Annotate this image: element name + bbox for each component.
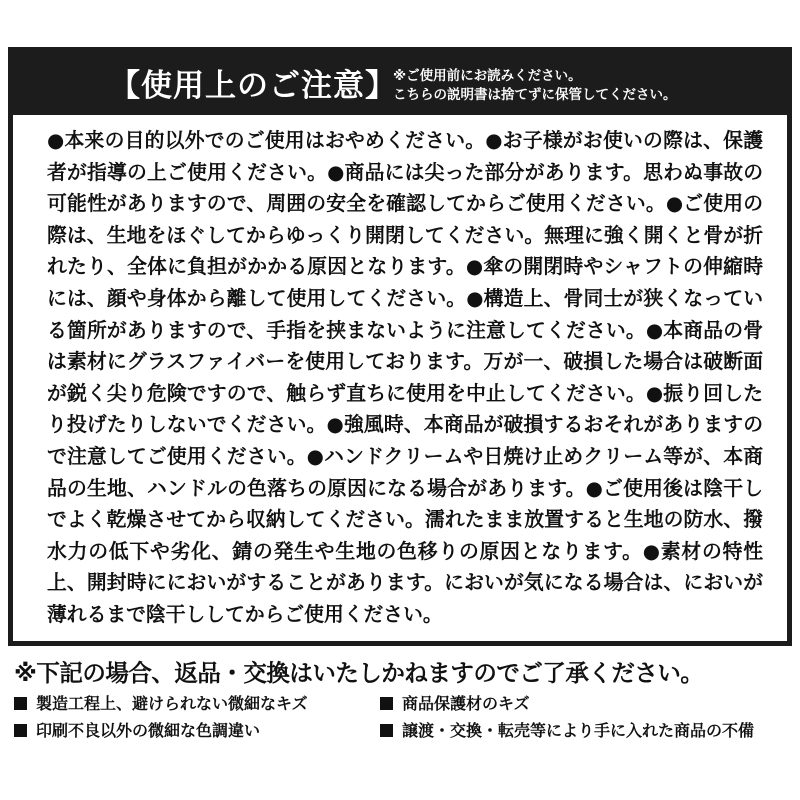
note-line-1: ※ご使用前にお読みください。: [393, 68, 582, 84]
notice-body: ●本来の目的以外でのご使用はおやめください。●お子様がお使いの際は、保護者が指導の上ご使用ください。●商品には尖った部分があります。思わぬ事故の可能性がありますので、周囲の安全を確認してからご使用ください。●ご使用の際は、生地をほぐしてからゆっくり開閉してください。無理に強く開くと骨が折れたり、全体に負担がかかる原因となります。●傘の開閉時やシャフトの伸縮時には、顔や身体から離して使用してください。●構造上、骨同士が狭くなっている箇所がありますので、手指を挟まないように注意してください。●本商品の骨は素材にグラスファイバーを使用しております。万が一、破損した場合は破断面が鋭く尖り危険ですので、触らず直ちに使用を中止してください。●振り回したり投げたりしないでください。●強風時、本商品が破損するおそれがありますので注意してご使用ください。●ハンドクリームや日焼け止めクリーム等が、本商品の生地、ハンドルの色落ちの原因になる場合があります。●ご使用後は陰干しでよく乾燥させてから収納してください。濡れたまま放置すると生地の防水、撥水力の低下や劣化、錆の発生や生地の色移りの原因となります。●素材の特性上、開封時ににおいがすることがあります。においが気になる場合は、においが薄れるまで陰干ししてからご使用ください。: [47, 129, 763, 626]
exception-item: 印刷不良以外の微細な色調違い: [14, 718, 260, 741]
square-bullet-icon: [380, 697, 393, 710]
notice-header: [13, 52, 787, 115]
exceptions-title: ※下記の場合、返品・交換はいたしかねますのでご了承ください。: [14, 659, 704, 687]
exception-item: 商品保護材のキズ: [380, 691, 530, 714]
exception-item: 製造工程上、避けられない微細なキズ: [14, 691, 308, 714]
square-bullet-icon: [380, 724, 393, 737]
notice-box: [8, 47, 792, 646]
square-bullet-icon: [14, 697, 27, 710]
square-bullet-icon: [14, 724, 27, 737]
notice-header-notes: [393, 67, 677, 105]
note-line-2: こちらの説明書は捨てずに保管してください。: [393, 87, 677, 103]
exception-item: 譲渡・交換・転売等により手に入れた商品の不備: [380, 718, 754, 741]
notice-title: 【使用上のご注意】: [109, 68, 397, 104]
